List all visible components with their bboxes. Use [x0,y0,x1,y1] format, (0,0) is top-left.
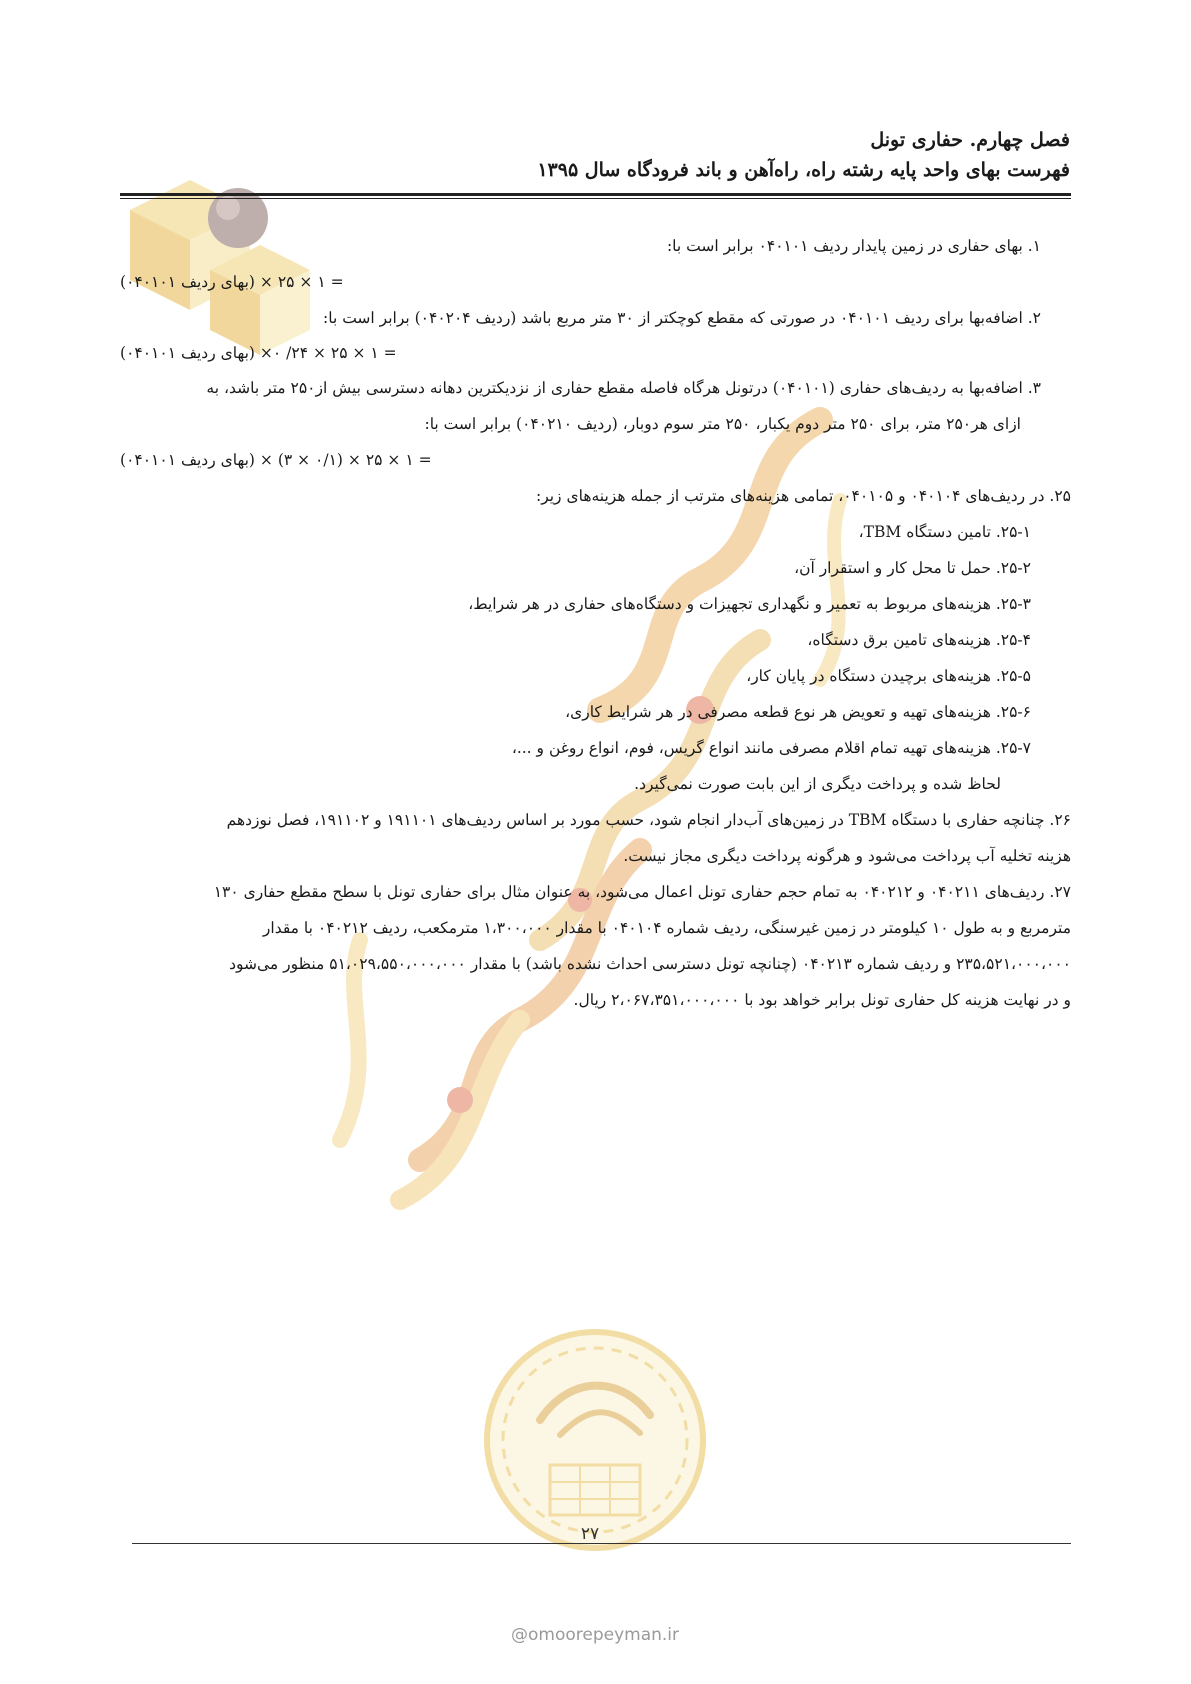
formula-2: = ۱ × ۲۵ × ۲۴/ ۰× (بهای ردیف ۰۴۰۱۰۱) [120,344,397,362]
document-body [120,228,1071,1018]
note-26-line-2: هزینه تخلیه آب پرداخت می‌شود و هرگونه پرداخت دیگری مجاز نیست. [623,847,1071,865]
header-divider [120,193,1071,196]
list-item-1: ۱. بهای حفاری در زمین پایدار ردیف ۰۴۰۱۰۱ برابر است با: [666,237,1041,255]
note-25-sub-4: ۲۵-۴. هزینه‌های تامین برق دستگاه، [807,631,1031,649]
note-25-sub-2: ۲۵-۲. حمل تا محل کار و استقرار آن، [794,559,1031,577]
note-25: ۲۵. در ردیف‌های ۰۴۰۱۰۴ و ۰۴۰۱۰۵، تمامی هزینه‌های مترتب از جمله هزینه‌های زیر: [535,487,1071,505]
note-25-sub-6: ۲۵-۶. هزینه‌های تهیه و تعویض هر نوع قطعه مصرفی در هر شرایط کاری، [565,703,1031,721]
list-item-3-line-2: ازای هر۲۵۰ متر، برای ۲۵۰ متر دوم یکبار، ۲۵۰ متر سوم دوبار، (ردیف ۰۴۰۲۱۰) برابر است با: [424,415,1021,433]
formula-3: = ۱ × ۲۵ × (۰/۱ × ۳) × (بهای ردیف ۰۴۰۱۰۱) [120,451,432,469]
header-divider-thin [120,198,1071,199]
list-item-2: ۲. اضافه‌بها برای ردیف ۰۴۰۱۰۱ در صورتی که مقطع کوچکتر از ۳۰ متر مربع باشد (ردیف ۰۴۰۲۰۴) برابر است با: [323,309,1041,327]
note-27-line-1: ۲۷. ردیف‌های ۰۴۰۲۱۱ و ۰۴۰۲۱۲ به تمام حجم حفاری تونل اعمال می‌شود، به عنوان مثال برای حفاری تونل با سطح مقطع حفاری ۱۳۰ [213,883,1071,901]
note-25-closing: لحاظ شده و پرداخت دیگری از این بابت صورت نمی‌گیرد. [634,775,1001,793]
note-25-sub-7: ۲۵-۷. هزینه‌های تهیه تمام اقلام مصرفی مانند انواع گریس، فوم، انواع روغن و ...، [511,739,1031,757]
website-watermark: @omoorepeyman.ir [510,1625,680,1645]
note-25-sub-3: ۲۵-۳. هزینه‌های مربوط به تعمیر و نگهداری تجهیزات و دستگاه‌های حفاری در هر شرایط، [468,595,1031,613]
note-26-line-1: ۲۶. چنانچه حفاری با دستگاه TBM در زمین‌های آب‌دار انجام شود، حسب مورد بر اساس ردیف‌های ۱۹۱۱۰۱ و ۱۹۱۱۰۲، فصل نوزدهم [226,811,1071,829]
formula-1: = ۱ × ۲۵ × (بهای ردیف ۰۴۰۱۰۱) [120,273,344,291]
note-27-line-2: مترمربع و به طول ۱۰ کیلومتر در زمین غیرسنگی، ردیف شماره ۰۴۰۱۰۴ با مقدار ۱،۳۰۰،۰۰۰ مترمکعب، ردیف ۰۴۰۲۱۲ با مقدار [262,919,1071,937]
note-27-line-4: و در نهایت هزینه کل حفاری تونل برابر خواهد بود با ۲،۰۶۷،۳۵۱،۰۰۰،۰۰۰ ریال. [573,991,1071,1009]
note-27-line-3: ۲۳۵،۵۲۱،۰۰۰،۰۰۰ و ردیف شماره ۰۴۰۲۱۳ (چنانچه تونل دسترسی احداث نشده باشد) با مقدار ۵۱،۰۲۹،۵۵۰،۰۰۰،۰۰۰ منظور می‌شود [229,955,1071,973]
note-25-sub-5: ۲۵-۵. هزینه‌های برچیدن دستگاه در پایان کار، [746,667,1031,685]
page-header [130,125,1070,185]
price-list-title: فهرست بهای واحد پایه رشته راه، راه‌آهن و باند فرودگاه سال ۱۳۹۵ [537,159,1070,181]
seal-watermark-icon [480,1325,710,1555]
page-number: ۲۷ [580,1524,600,1544]
note-25-sub-1: ۲۵-۱. تامین دستگاه TBM، [858,523,1031,541]
chapter-title: فصل چهارم. حفاری تونل [870,129,1070,151]
list-item-3-line-1: ۳. اضافه‌بها به ردیف‌های حفاری (۰۴۰۱۰۱) درتونل هرگاه فاصله مقطع حفاری از نزدیکترین دهانه دسترسی بیش از۲۵۰ متر باشد، به [206,379,1041,397]
